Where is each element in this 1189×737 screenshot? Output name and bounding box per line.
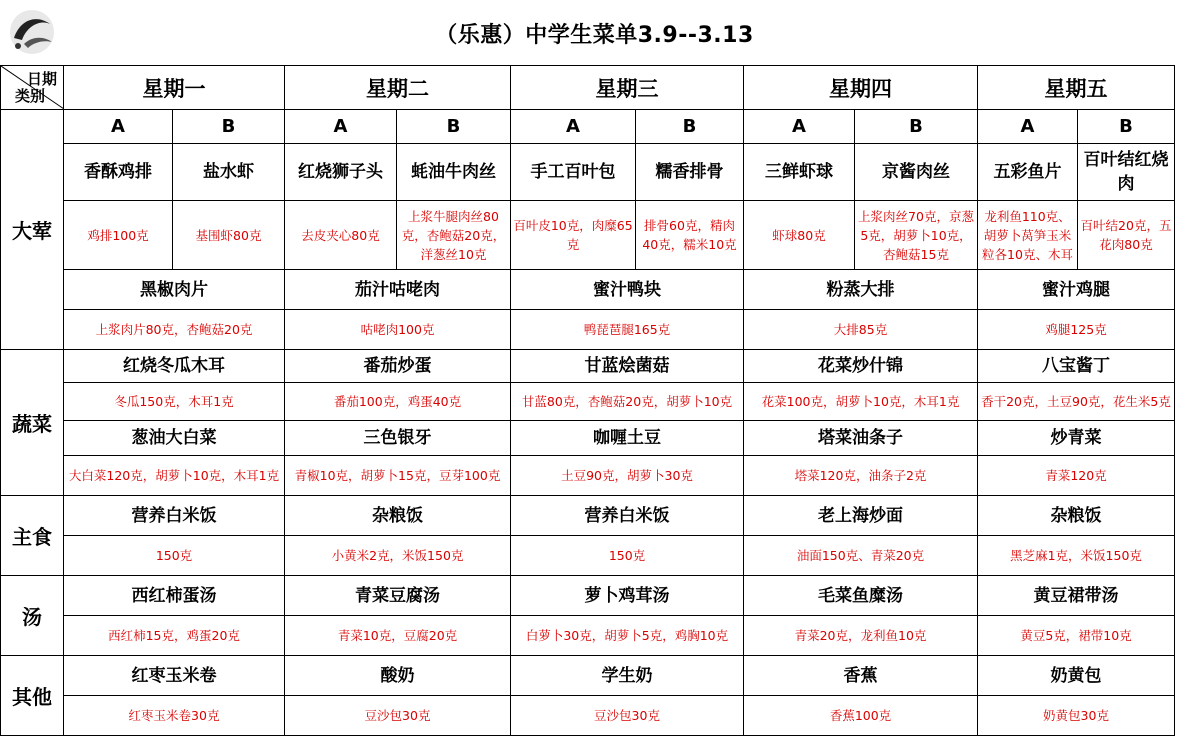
category-veg: 蔬菜 bbox=[1, 350, 64, 496]
ingredients: 上浆肉片80克，杏鲍菇20克 bbox=[64, 310, 285, 350]
dish-name: 八宝酱丁 bbox=[978, 350, 1175, 383]
option-a: A bbox=[744, 110, 855, 144]
date-label: 日期 bbox=[26, 70, 57, 88]
day-header: 星期二 bbox=[285, 66, 511, 110]
ingredients: 香蕉100克 bbox=[744, 696, 978, 736]
dish-name: 萝卜鸡茸汤 bbox=[511, 576, 744, 616]
dish-name: 杂粮饭 bbox=[285, 496, 511, 536]
category-other: 其他 bbox=[1, 656, 64, 736]
dish-name: 糯香排骨 bbox=[636, 144, 744, 201]
ingredients: 上浆肉丝70克，京葱5克，胡萝卜10克，杏鲍菇15克 bbox=[855, 201, 978, 270]
ingredients: 青椒10克，胡萝卜15克，豆芽100克 bbox=[285, 456, 511, 496]
category-staple: 主食 bbox=[1, 496, 64, 576]
day-header: 星期一 bbox=[64, 66, 285, 110]
ingredients: 基围虾80克 bbox=[173, 201, 285, 270]
category-main: 大荤 bbox=[1, 110, 64, 350]
day-header: 星期四 bbox=[744, 66, 978, 110]
ingredients: 黑芝麻1克，米饭150克 bbox=[978, 536, 1175, 576]
ingredients: 豆沙包30克 bbox=[285, 696, 511, 736]
ingredients: 大排85克 bbox=[744, 310, 978, 350]
option-b: B bbox=[1078, 110, 1175, 144]
option-a: A bbox=[285, 110, 397, 144]
ingredients: 青菜20克，龙利鱼10克 bbox=[744, 616, 978, 656]
menu-table bbox=[0, 65, 1175, 736]
dish-name: 红烧冬瓜木耳 bbox=[64, 350, 285, 383]
dish-name: 香蕉 bbox=[744, 656, 978, 696]
ingredients: 虾球80克 bbox=[744, 201, 855, 270]
dish-name: 粉蒸大排 bbox=[744, 270, 978, 310]
dish-name: 咖喱土豆 bbox=[511, 421, 744, 456]
ingredients: 土豆90克，胡萝卜30克 bbox=[511, 456, 744, 496]
dish-name: 黄豆裙带汤 bbox=[978, 576, 1175, 616]
dish-name: 花菜炒什锦 bbox=[744, 350, 978, 383]
dish-name: 番茄炒蛋 bbox=[285, 350, 511, 383]
ingredients: 青菜10克，豆腐20克 bbox=[285, 616, 511, 656]
category-label: 类别 bbox=[15, 87, 46, 105]
category-soup: 汤 bbox=[1, 576, 64, 656]
dish-name: 红枣玉米卷 bbox=[64, 656, 285, 696]
ingredients: 150克 bbox=[511, 536, 744, 576]
ingredients: 150克 bbox=[64, 536, 285, 576]
dish-name: 京酱肉丝 bbox=[855, 144, 978, 201]
option-a: A bbox=[978, 110, 1078, 144]
option-a: A bbox=[511, 110, 636, 144]
ingredients: 百叶皮10克，肉糜65克 bbox=[511, 201, 636, 270]
dish-name: 老上海炒面 bbox=[744, 496, 978, 536]
dish-name: 甘蓝烩菌菇 bbox=[511, 350, 744, 383]
ingredients: 鸭琵琶腿165克 bbox=[511, 310, 744, 350]
ingredients: 大白菜120克，胡萝卜10克，木耳1克 bbox=[64, 456, 285, 496]
dish-name: 黑椒肉片 bbox=[64, 270, 285, 310]
option-b: B bbox=[397, 110, 511, 144]
dish-name: 红烧狮子头 bbox=[285, 144, 397, 201]
ingredients: 甘蓝80克，杏鲍菇20克，胡萝卜10克 bbox=[511, 383, 744, 421]
dish-name: 营养白米饭 bbox=[64, 496, 285, 536]
dish-name: 蜜汁鸭块 bbox=[511, 270, 744, 310]
dish-name: 茄汁咕咾肉 bbox=[285, 270, 511, 310]
page-title: （乐惠）中学生菜单3.9--3.13 bbox=[435, 23, 754, 48]
dish-name: 西红柿蛋汤 bbox=[64, 576, 285, 616]
dish-name: 酸奶 bbox=[285, 656, 511, 696]
ingredients: 豆沙包30克 bbox=[511, 696, 744, 736]
ingredients: 花菜100克，胡萝卜10克，木耳1克 bbox=[744, 383, 978, 421]
header-corner bbox=[1, 66, 64, 110]
dish-name: 葱油大白菜 bbox=[64, 421, 285, 456]
ingredients: 番茄100克，鸡蛋40克 bbox=[285, 383, 511, 421]
dish-name: 盐水虾 bbox=[173, 144, 285, 201]
ingredients: 鸡排100克 bbox=[64, 201, 173, 270]
dish-name: 蚝油牛肉丝 bbox=[397, 144, 511, 201]
dish-name: 三色银牙 bbox=[285, 421, 511, 456]
ingredients: 青菜120克 bbox=[978, 456, 1175, 496]
dish-name: 三鲜虾球 bbox=[744, 144, 855, 201]
dish-name: 香酥鸡排 bbox=[64, 144, 173, 201]
dish-name: 手工百叶包 bbox=[511, 144, 636, 201]
ingredients: 塔菜120克，油条子2克 bbox=[744, 456, 978, 496]
day-header: 星期五 bbox=[978, 66, 1175, 110]
ingredients: 奶黄包30克 bbox=[978, 696, 1175, 736]
ingredients: 小黄米2克，米饭150克 bbox=[285, 536, 511, 576]
dish-name: 塔菜油条子 bbox=[744, 421, 978, 456]
option-a: A bbox=[64, 110, 173, 144]
ingredients: 排骨60克，精肉40克，糯米10克 bbox=[636, 201, 744, 270]
dish-name: 百叶结红烧肉 bbox=[1078, 144, 1175, 201]
ingredients: 鸡腿125克 bbox=[978, 310, 1175, 350]
ingredients: 红枣玉米卷30克 bbox=[64, 696, 285, 736]
option-b: B bbox=[636, 110, 744, 144]
ingredients: 冬瓜150克，木耳1克 bbox=[64, 383, 285, 421]
dish-name: 五彩鱼片 bbox=[978, 144, 1078, 201]
dish-name: 毛菜鱼糜汤 bbox=[744, 576, 978, 616]
ingredients: 西红柿15克，鸡蛋20克 bbox=[64, 616, 285, 656]
dish-name: 学生奶 bbox=[511, 656, 744, 696]
dish-name: 杂粮饭 bbox=[978, 496, 1175, 536]
dish-name: 营养白米饭 bbox=[511, 496, 744, 536]
ingredients: 去皮夹心80克 bbox=[285, 201, 397, 270]
dish-name: 青菜豆腐汤 bbox=[285, 576, 511, 616]
ingredients: 黄豆5克，裙带10克 bbox=[978, 616, 1175, 656]
ingredients: 龙利鱼110克、胡萝卜莴笋玉米粒各10克、木耳 bbox=[978, 201, 1078, 270]
ingredients: 香干20克，土豆90克，花生米5克 bbox=[978, 383, 1175, 421]
option-b: B bbox=[855, 110, 978, 144]
ingredients: 百叶结20克，五花肉80克 bbox=[1078, 201, 1175, 270]
ingredients: 上浆牛腿肉丝80克，杏鲍菇20克，洋葱丝10克 bbox=[397, 201, 511, 270]
day-header: 星期三 bbox=[511, 66, 744, 110]
ingredients: 油面150克、青菜20克 bbox=[744, 536, 978, 576]
ingredients: 咕咾肉100克 bbox=[285, 310, 511, 350]
dish-name: 蜜汁鸡腿 bbox=[978, 270, 1175, 310]
option-b: B bbox=[173, 110, 285, 144]
dish-name: 炒青菜 bbox=[978, 421, 1175, 456]
dish-name: 奶黄包 bbox=[978, 656, 1175, 696]
ingredients: 白萝卜30克，胡萝卜5克，鸡胸10克 bbox=[511, 616, 744, 656]
